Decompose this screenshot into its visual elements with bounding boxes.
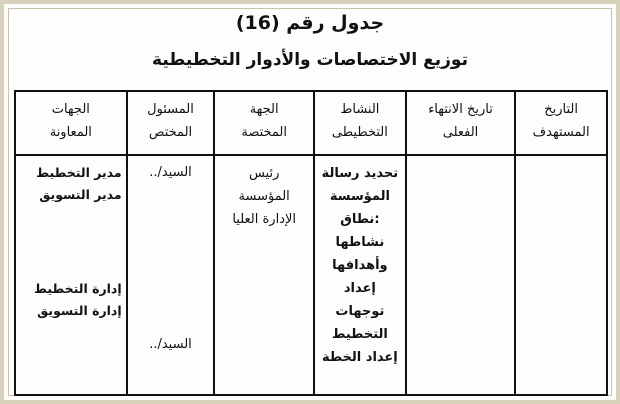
header-actual-end-date bbox=[406, 91, 515, 155]
table-number-title: جدول رقم (16) bbox=[235, 12, 385, 34]
header-supporting-bodies-label: الجهات المعاونة bbox=[49, 102, 92, 140]
header-planning-activity bbox=[314, 91, 406, 155]
cell-responsible-body-value: رئيس المؤسسة الإدارة العليا bbox=[232, 166, 297, 227]
table-header-row bbox=[15, 91, 607, 155]
cell-target-date bbox=[515, 155, 607, 395]
table-row bbox=[15, 155, 607, 395]
cell-planning-activity bbox=[314, 155, 406, 395]
header-responsible-person-label: المسئول المختص bbox=[147, 102, 194, 140]
planning-roles-table bbox=[14, 90, 608, 396]
supporting-bodies-2: إدارة التخطيط إدارة التسويق bbox=[33, 281, 122, 318]
header-responsible-body bbox=[214, 91, 314, 155]
cell-responsible-person bbox=[127, 155, 215, 395]
cell-responsible-body bbox=[214, 155, 314, 395]
table-subtitle: توزيع الاختصاصات والأدوار التخطيطية bbox=[152, 50, 468, 70]
responsible-person-2: السيد/.. bbox=[149, 337, 192, 352]
header-responsible-person bbox=[127, 91, 215, 155]
header-supporting-bodies bbox=[15, 91, 127, 155]
cell-planning-activity-value: تحديد رسالة المؤسسة :نطاق نشاطها وأهدافها إعداد توجهات التخطيط إعداد الخطة bbox=[321, 166, 399, 365]
supporting-bodies-1: مدير التخطيط مدير التسويق bbox=[36, 165, 122, 202]
header-target-date-label: التاريخ المستهدف bbox=[532, 102, 590, 140]
cell-supporting-bodies bbox=[15, 155, 127, 395]
header-target-date bbox=[515, 91, 607, 155]
header-planning-activity-label: النشاط التخطيطى bbox=[331, 102, 388, 140]
cell-actual-end-date bbox=[406, 155, 515, 395]
header-actual-end-date-label: تاريخ الانتهاء الفعلى bbox=[428, 102, 493, 140]
responsible-person-1: السيد/.. bbox=[149, 165, 192, 180]
header-responsible-body-label: الجهة المختصة bbox=[241, 102, 287, 140]
